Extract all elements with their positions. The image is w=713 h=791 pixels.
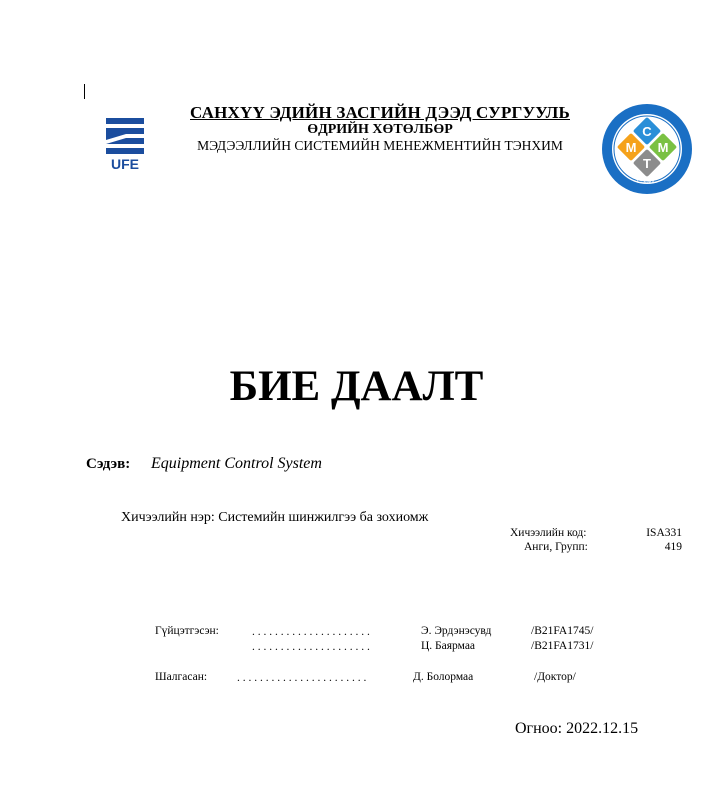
program-name: ӨДРИЙН ХӨТӨЛБӨР bbox=[307, 122, 453, 137]
student-2-name: Ц. Баярмаа bbox=[421, 640, 476, 652]
student-2-id: /B21FA1731/ bbox=[531, 640, 594, 652]
ufe-logo-text: UFE bbox=[111, 156, 139, 170]
department-seal-icon bbox=[601, 103, 693, 195]
class-group-label: Анги, Групп: bbox=[524, 541, 588, 553]
department-name: МЭДЭЭЛЛИЙН СИСТЕМИЙН МЕНЕЖМЕНТИЙН ТЭНХИМ bbox=[197, 138, 563, 153]
course-code-label: Хичээлийн код: bbox=[510, 527, 587, 539]
svg-text:М: М bbox=[657, 140, 669, 155]
checked-label: Шалгасан: bbox=[155, 671, 208, 683]
svg-text:С: С bbox=[642, 124, 652, 139]
date-text: Огноо: 2022.12.15 bbox=[515, 720, 639, 737]
university-name: САНХҮҮ ЭДИЙН ЗАСГИЙН ДЭЭД СУРГУУЛЬ bbox=[190, 103, 570, 122]
checker-dots: . . . . . . . . . . . . . . . . . . . . . . . bbox=[237, 672, 367, 684]
student-2-dots: . . . . . . . . . . . . . . . . . . . . . bbox=[252, 641, 370, 653]
topic-label: Сэдэв: bbox=[86, 456, 131, 472]
ufe-logo-icon bbox=[104, 118, 146, 170]
text-cursor bbox=[84, 84, 85, 99]
checker-name: Д. Болормаа bbox=[413, 671, 474, 683]
class-group-value: 419 bbox=[664, 541, 682, 553]
document-title: БИЕ ДААЛТ bbox=[229, 363, 484, 410]
seal-abbrev-text: СЭЗИС bbox=[636, 179, 658, 185]
student-1-name: Э. Эрдэнэсувд bbox=[421, 625, 492, 637]
checker-title: /Доктор/ bbox=[534, 671, 576, 683]
student-1-id: /B21FA1745/ bbox=[531, 625, 594, 637]
student-1-dots: . . . . . . . . . . . . . . . . . . . . . bbox=[252, 626, 370, 638]
svg-text:М: М bbox=[625, 140, 637, 155]
topic-value: Equipment Control System bbox=[151, 455, 322, 472]
svg-text:Т: Т bbox=[643, 156, 651, 171]
course-code-value: ISA331 bbox=[646, 527, 682, 539]
course-name: Хичээлийн нэр: Системийн шинжилгээ ба зохиомж bbox=[121, 510, 429, 525]
performed-label: Гүйцэтгэсэн: bbox=[155, 625, 219, 637]
